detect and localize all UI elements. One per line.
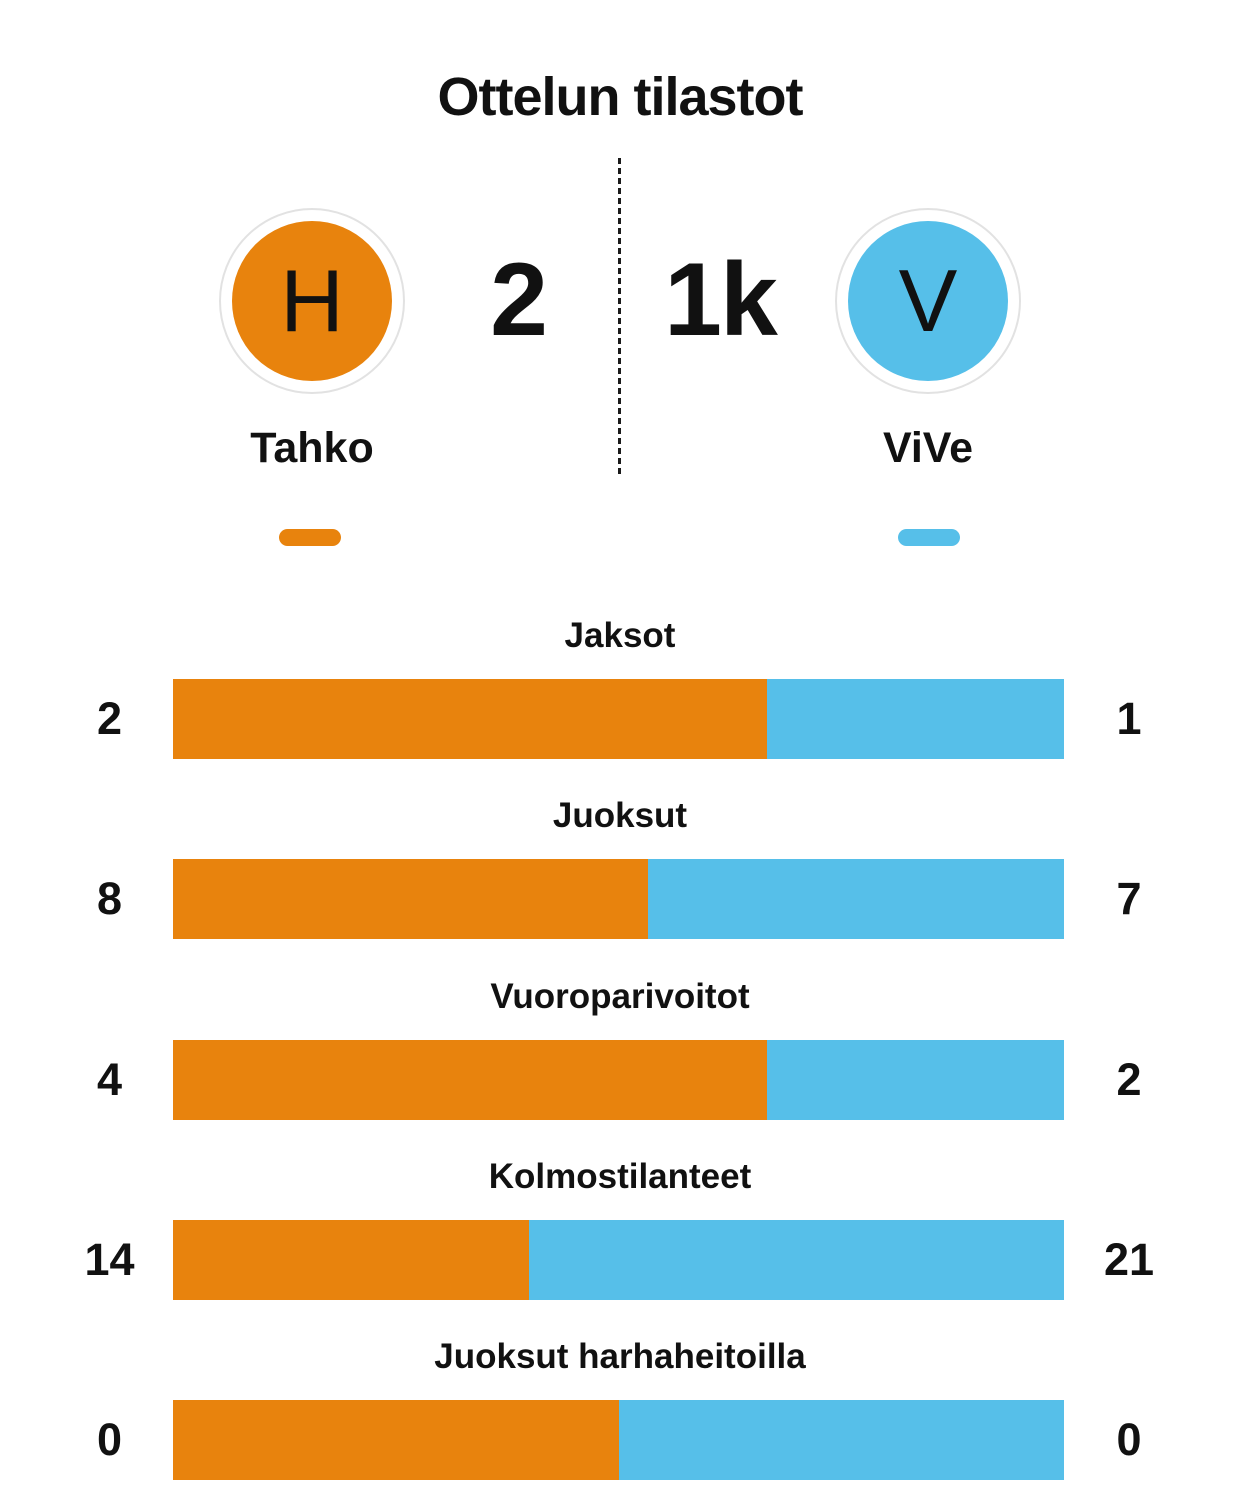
away-bar-segment [767, 1040, 1064, 1120]
stat-row [0, 973, 1240, 1120]
home-team-badge [219, 208, 405, 394]
score-divider-dotted-line [618, 158, 621, 476]
away-stat-value: 2 [1116, 1054, 1142, 1105]
home-stat-value: 14 [84, 1234, 135, 1285]
home-team-initial: H [280, 251, 344, 350]
home-bar-segment [173, 1040, 767, 1120]
home-stat-value: 2 [96, 693, 123, 744]
home-stat-value: 8 [96, 873, 123, 924]
away-team-circle-icon [848, 221, 1008, 381]
home-score: 2 [490, 242, 546, 358]
stat-label: Kolmostilanteet [488, 1157, 752, 1196]
stat-bar [173, 679, 1064, 759]
away-bar-segment [529, 1220, 1064, 1300]
home-bar-segment [173, 859, 648, 939]
home-bar-segment [173, 1400, 619, 1480]
away-team-badge [835, 208, 1021, 394]
home-legend-pill-icon [279, 529, 341, 546]
page-title: Ottelun tilastot [437, 67, 803, 127]
stat-bar [173, 1040, 1064, 1120]
stat-row [0, 792, 1240, 939]
away-stat-value: 7 [1116, 873, 1142, 924]
home-stat-value: 4 [96, 1054, 123, 1105]
stat-bar [173, 1220, 1064, 1300]
away-bar-segment [767, 679, 1064, 759]
stat-row [0, 1333, 1240, 1480]
away-bar-segment [619, 1400, 1065, 1480]
stat-bar [173, 859, 1064, 939]
stat-label: Juoksut harhaheitoilla [434, 1337, 806, 1376]
stat-label: Vuoroparivoitot [490, 977, 750, 1016]
away-stat-value: 1 [1116, 693, 1142, 744]
away-stat-value: 0 [1116, 1414, 1142, 1465]
away-team-name: ViVe [882, 424, 974, 472]
home-bar-segment [173, 679, 767, 759]
away-bar-segment [648, 859, 1064, 939]
stat-label: Jaksot [564, 616, 676, 655]
away-score: 1k [664, 242, 776, 358]
stat-row [0, 612, 1240, 759]
home-stat-value: 0 [96, 1414, 123, 1465]
away-legend-pill-icon [898, 529, 960, 546]
home-team-name: Tahko [250, 424, 374, 472]
home-bar-segment [173, 1220, 529, 1300]
home-team-circle-icon [232, 221, 392, 381]
stat-row [0, 1153, 1240, 1300]
stat-label: Juoksut [552, 796, 688, 835]
away-team-initial: V [898, 251, 958, 350]
away-stat-value: 21 [1103, 1234, 1155, 1285]
stat-bar [173, 1400, 1064, 1480]
